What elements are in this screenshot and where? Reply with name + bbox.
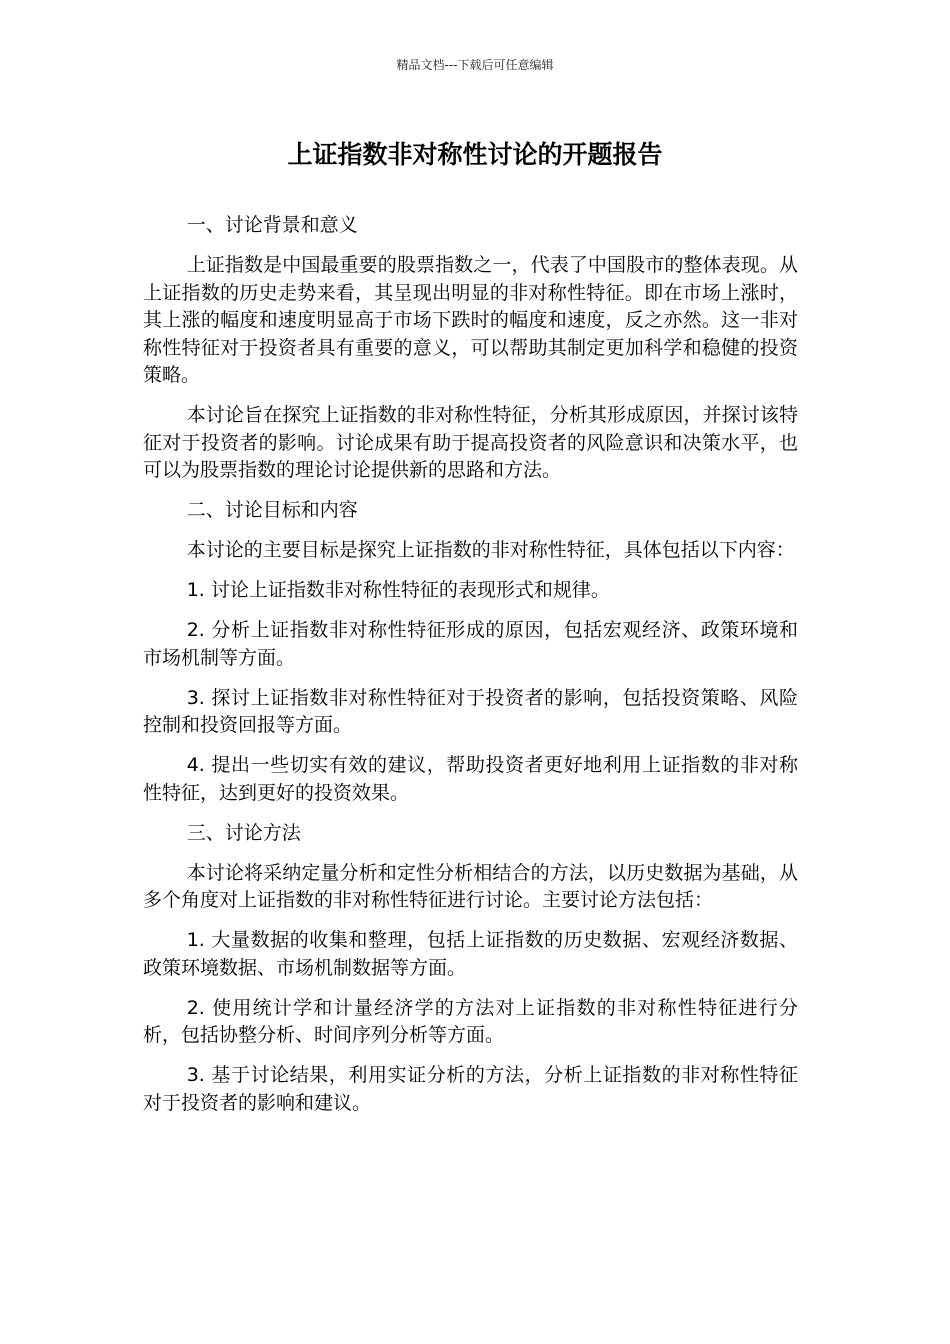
list-item: 2. 使用统计学和计量经济学的方法对上证指数的非对称性特征进行分析，包括协整分析、时间序列分析等方面。	[143, 996, 798, 1046]
paragraph: 本讨论将采纳定量分析和定性分析相结合的方法，以历史数据为基础，从多个角度对上证指数的非对称性特征进行讨论。主要讨论方法包括：	[143, 861, 798, 911]
paragraph: 本讨论的主要目标是探究上证指数的非对称性特征，具体包括以下内容：	[186, 539, 795, 561]
list-item: 1. 讨论上证指数非对称性特征的表现形式和规律。	[186, 579, 610, 601]
paragraph: 上证指数是中国最重要的股票指数之一，代表了中国股市的整体表现。从上证指数的历史走势来看，其呈现出明显的非对称性特征。即在市场上涨时，其上涨的幅度和速度明显高于市场下跌时的幅度和速度，反之亦然。这一非对称性特征对于投资者具有重要的意义，可以帮助其制定更加科学和稳健的投资策略。	[143, 254, 798, 386]
list-item: 2. 分析上证指数非对称性特征形成的原因，包括宏观经济、政策环境和市场机制等方面。	[143, 619, 798, 669]
list-item: 1. 大量数据的收集和整理，包括上证指数的历史数据、宏观经济数据、政策环境数据、市场机制数据等方面。	[143, 929, 798, 979]
section-heading-3: 三、讨论方法	[186, 821, 301, 844]
section-heading-2: 二、讨论目标和内容	[186, 499, 358, 521]
list-item: 4. 提出一些切实有效的建议，帮助投资者更好地利用上证指数的非对称性特征，达到更好的投资效果。	[143, 754, 798, 804]
paragraph: 本讨论旨在探究上证指数的非对称性特征，分析其形成原因，并探讨该特征对于投资者的影响。讨论成果有助于提高投资者的风险意识和决策水平，也可以为股票指数的理论讨论提供新的思路和方法。	[143, 404, 798, 481]
header-note: 精品文档---下载后可任意编辑	[396, 58, 554, 72]
section-heading-1: 一、讨论背景和意义	[186, 214, 358, 236]
list-item: 3. 探讨上证指数非对称性特征对于投资者的影响，包括投资策略、风险控制和投资回报等方面。	[143, 686, 798, 736]
document-body	[143, 212, 798, 1130]
document-title: 上证指数非对称性讨论的开题报告	[287, 140, 663, 169]
list-item: 3. 基于讨论结果，利用实证分析的方法，分析上证指数的非对称性特征对于投资者的影响和建议。	[143, 1064, 798, 1114]
